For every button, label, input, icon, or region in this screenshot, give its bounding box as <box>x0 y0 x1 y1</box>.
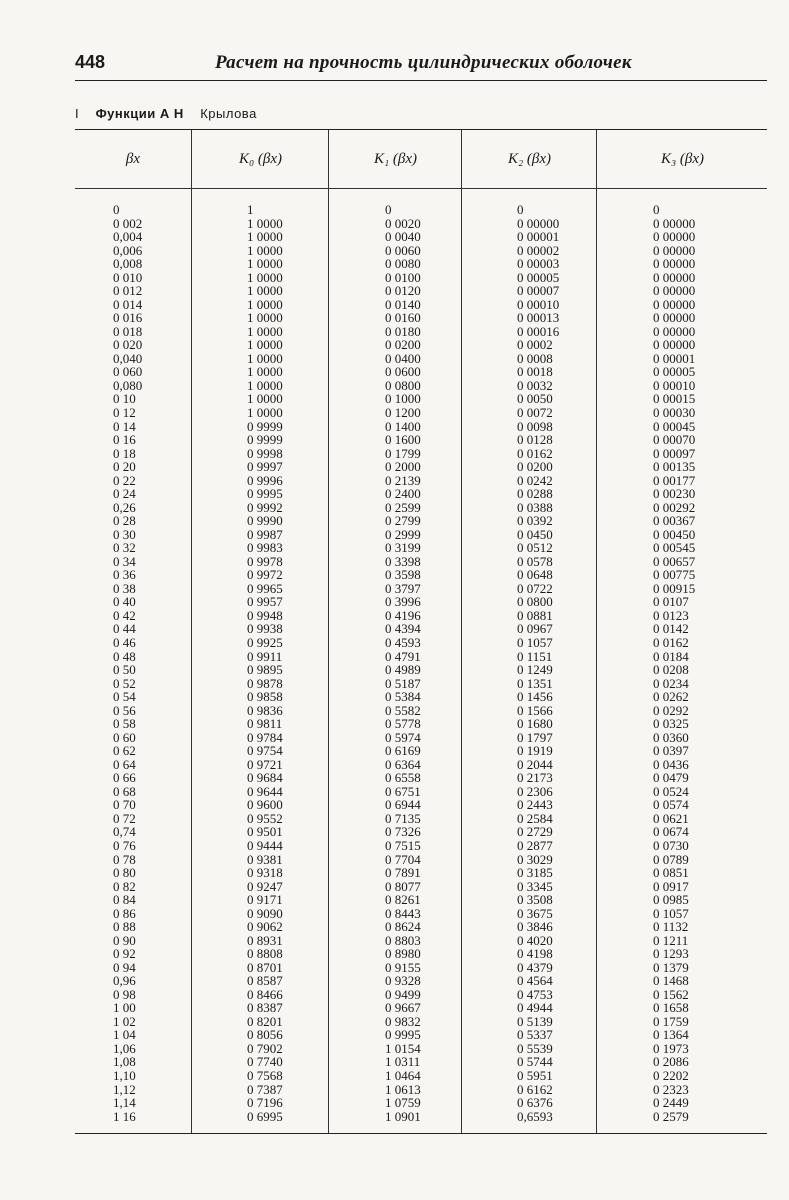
column-values-k3: 0 0 00000 0 00000 0 00000 0 00000 0 00000 0 00000 0 00000 0 00000 0 00000 0 00000 0 00001 0 00005 0 00010 0 00015 0 00030 0 00045 0 00070 0 00097 0 00135 0 00177 0 00230 0 00292 0 00367 0 00450 0 00545 0 00657 0 00775 0 00915 0 0107 0 0123 0 0142 0 0162 0 0184 0 0208 0 0234 0 0262 0 0292 0 0325 0 0360 0 0397 0 0436 0 0479 0 0524 0 0574 0 0621 0 0674 0 0730 0 0789 0 0851 0 0917 0 0985 0 1057 0 1132 0 1211 0 1293 0 1379 0 1468 0 1562 0 1658 0 1759 0 1364 0 1973 0 2086 0 2202 0 2323 0 2449 0 2579 <box>653 202 696 1124</box>
column-bx <box>75 130 191 1133</box>
column-k1 <box>328 130 462 1133</box>
krylov-table <box>75 129 767 1134</box>
column-header-k1: K₁ (βx) <box>373 150 418 167</box>
column-header-k2: K₂ (βx) <box>507 150 552 167</box>
column-values-bx: 0 0 002 0,004 0,006 0,008 0 010 0 012 0 014 0 016 0 018 0 020 0,040 0 060 0,080 0 10 0 12 0 14 0 16 0 18 0 20 0 22 0 24 0,26 0 28 0 30 0 32 0 34 0 36 0 38 0 40 0 42 0 44 0 46 0 48 0 50 0 52 0 54 0 56 0 58 0 60 0 62 0 64 0 66 0 68 0 70 0 72 0,74 0 76 0 78 0 80 0 82 0 84 0 86 0 88 0 90 0 92 0 94 0,96 0 98 1 00 1 02 1 04 1,06 1,08 1,10 1,12 1,14 1 16 <box>113 202 143 1124</box>
column-header-k3: K₃ (βx) <box>660 150 705 167</box>
column-k3 <box>596 130 768 1133</box>
table-caption-rest: Крылова <box>200 106 257 121</box>
running-title: Расчет на прочность цилиндрических оболочек <box>215 52 632 73</box>
column-header-bx: βx <box>125 150 141 167</box>
table-caption-number: I <box>75 106 80 121</box>
column-k0 <box>191 130 329 1133</box>
running-head <box>75 48 767 81</box>
table-caption-bold: Функции А Н <box>95 106 184 121</box>
column-values-k2: 0 0 00000 0 00001 0 00002 0 00003 0 00005 0 00007 0 00010 0 00013 0 00016 0 0002 0 0008 0 0018 0 0032 0 0050 0 0072 0 0098 0 0128 0 0162 0 0200 0 0242 0 0288 0 0388 0 0392 0 0450 0 0512 0 0578 0 0648 0 0722 0 0800 0 0881 0 0967 0 1057 0 1151 0 1249 0 1351 0 1456 0 1566 0 1680 0 1797 0 1919 0 2044 0 2173 0 2306 0 2443 0 2584 0 2729 0 2877 0 3029 0 3185 0 3345 0 3508 0 3675 0 3846 0 4020 0 4198 0 4379 0 4564 0 4753 0 4944 0 5139 0 5337 0 5539 0 5744 0 5951 0 6162 0 6376 0,6593 <box>517 202 560 1124</box>
column-k2 <box>461 130 597 1133</box>
column-header-k0: K₀ (βx) <box>238 150 283 167</box>
column-values-k1: 0 0 0020 0 0040 0 0060 0 0080 0 0100 0 0120 0 0140 0 0160 0 0180 0 0200 0 0400 0 0600 0 0800 0 1000 0 1200 0 1400 0 1600 0 1799 0 2000 0 2139 0 2400 0 2599 0 2799 0 2999 0 3199 0 3398 0 3598 0 3797 0 3996 0 4196 0 4394 0 4593 0 4791 0 4989 0 5187 0 5384 0 5582 0 5778 0 5974 0 6169 0 6364 0 6558 0 6751 0 6944 0 7135 0 7326 0 7515 0 7704 0 7891 0 8077 0 8261 0 8443 0 8624 0 8803 0 8980 0 9155 0 9328 0 9499 0 9667 0 9832 0 9995 1 0154 1 0311 1 0464 1 0613 1 0759 1 0901 <box>385 202 421 1124</box>
column-values-k0: 1 1 0000 1 0000 1 0000 1 0000 1 0000 1 0000 1 0000 1 0000 1 0000 1 0000 1 0000 1 0000 1 0000 1 0000 1 0000 0 9999 0 9999 0 9998 0 9997 0 9996 0 9995 0 9992 0 9990 0 9987 0 9983 0 9978 0 9972 0 9965 0 9957 0 9948 0 9938 0 9925 0 9911 0 9895 0 9878 0 9858 0 9836 0 9811 0 9784 0 9754 0 9721 0 9684 0 9644 0 9600 0 9552 0 9501 0 9444 0 9381 0 9318 0 9247 0 9171 0 9090 0 9062 0 8931 0 8808 0 8701 0 8587 0 8466 0 8387 0 8201 0 8056 0 7902 0 7740 0 7568 0 7387 0 7196 0 6995 <box>247 202 283 1124</box>
page-number: 448 <box>75 52 106 72</box>
table-caption <box>75 106 257 121</box>
